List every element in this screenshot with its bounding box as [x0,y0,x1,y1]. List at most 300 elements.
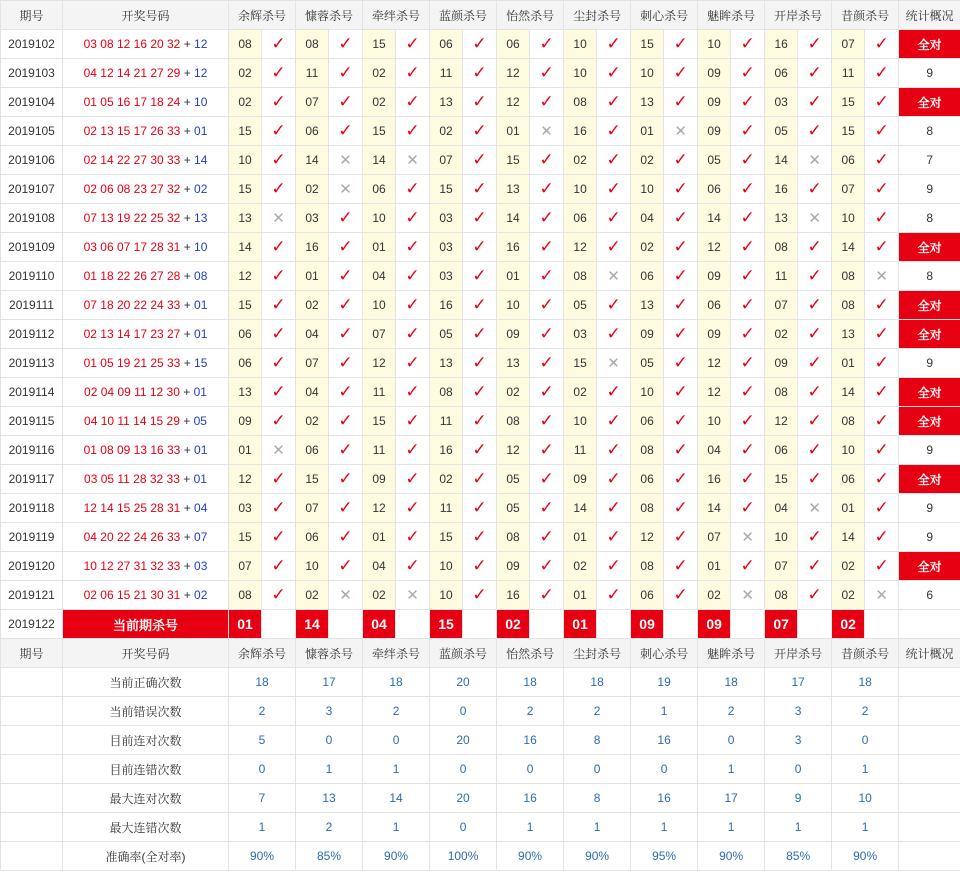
correct-count: 8 [899,262,960,291]
table-row [1,175,960,204]
header-cell: 开岸杀号 [765,639,832,668]
check-icon: ✓ [606,121,621,140]
kill-number: 03 [229,494,262,523]
check-icon: ✓ [807,237,822,256]
period-cell: 2019122 [1,610,63,639]
blue-ball: 03 [194,559,208,573]
kill-number: 14 [363,146,396,175]
kill-number: 10 [497,291,530,320]
red-balls: 02 06 15 21 30 31 [83,588,181,602]
all-correct-badge: 全对 [899,378,960,407]
stat-value: 20 [430,726,497,755]
result-mark-cell [329,88,363,117]
result-mark-cell [530,88,564,117]
kill-number: 15 [832,117,865,146]
check-icon: ✓ [807,411,822,430]
result-mark-cell [664,146,698,175]
kill-number: 15 [363,407,396,436]
kill-number: 09 [698,88,731,117]
table-row [1,146,960,175]
plus-sign: + [180,182,195,196]
kill-number: 10 [430,552,463,581]
result-mark-cell [865,378,899,407]
kill-number: 12 [631,523,664,552]
kill-number: 12 [765,407,798,436]
empty-cell [262,610,296,639]
kill-number: 07 [765,291,798,320]
result-mark-cell [731,523,765,552]
check-icon: ✓ [338,411,353,430]
kill-number: 11 [564,436,597,465]
kill-number: 10 [363,291,396,320]
result-mark-cell [463,523,497,552]
check-icon: ✓ [740,324,755,343]
kill-number: 05 [564,291,597,320]
stat-value: 18 [698,668,765,697]
check-icon: ✓ [740,150,755,169]
result-mark-cell [396,204,430,233]
blue-ball: 15 [194,356,208,370]
check-icon: ✓ [606,208,621,227]
kill-number: 16 [698,465,731,494]
check-icon: ✓ [539,92,554,111]
stat-value: 0 [363,726,430,755]
result-mark-cell [597,494,631,523]
check-icon: ✓ [606,498,621,517]
check-icon: ✓ [606,585,621,604]
result-mark-cell [597,349,631,378]
blue-ball: 10 [194,95,208,109]
stat-value: 95% [631,842,698,871]
result-mark-cell [865,233,899,262]
check-icon: ✓ [606,150,621,169]
stats-header-row [1,639,960,668]
header-cell: 魅眸杀号 [698,1,765,30]
kill-number: 10 [832,204,865,233]
kill-number: 16 [430,436,463,465]
kill-number: 10 [564,175,597,204]
result-mark-cell [530,465,564,494]
stat-value: 0 [430,813,497,842]
kill-number: 06 [698,291,731,320]
blue-ball: 12 [194,37,208,51]
blue-ball: 13 [194,211,208,225]
result-mark-cell [865,59,899,88]
result-mark-cell [798,204,832,233]
kill-number: 13 [631,88,664,117]
stat-value: 0 [296,726,363,755]
stat-value: 90% [698,842,765,871]
result-mark-cell [597,175,631,204]
result-mark-cell [664,552,698,581]
kill-number: 15 [296,465,329,494]
stat-value: 2 [497,697,564,726]
check-icon: ✓ [271,411,286,430]
result-mark-cell [664,581,698,610]
result-mark-cell [597,552,631,581]
red-balls: 04 10 11 14 15 29 [84,414,180,428]
cross-icon: ✕ [540,123,553,140]
result-mark-cell [530,581,564,610]
kill-number: 12 [698,378,731,407]
check-icon: ✓ [338,295,353,314]
result-mark-cell [262,291,296,320]
kill-number: 09 [564,465,597,494]
plus-sign: + [180,95,195,109]
kill-number: 06 [296,117,329,146]
current-kill-number: 15 [430,610,463,639]
kill-number: 07 [296,494,329,523]
kill-number: 02 [430,117,463,146]
check-icon: ✓ [807,266,822,285]
kill-number: 01 [832,349,865,378]
result-mark-cell [262,59,296,88]
kill-number: 08 [564,262,597,291]
empty-cell [1,697,63,726]
check-icon: ✓ [271,121,286,140]
stat-label: 准确率(全对率) [63,842,229,871]
kill-number: 08 [497,407,530,436]
check-icon: ✓ [673,498,688,517]
kill-number: 04 [363,262,396,291]
kill-number: 06 [564,204,597,233]
kill-number: 08 [229,581,262,610]
kill-number: 01 [296,262,329,291]
empty-cell [899,668,960,697]
table-row [1,291,960,320]
kill-number: 08 [296,30,329,59]
red-balls: 03 08 12 16 20 32 [83,37,181,51]
result-mark-cell [865,494,899,523]
kill-number: 11 [765,262,798,291]
result-mark-cell [731,465,765,494]
result-mark-cell [664,407,698,436]
kill-number: 16 [296,233,329,262]
header-cell: 慷蓉杀号 [296,1,363,30]
kill-number: 10 [765,523,798,552]
result-mark-cell [798,378,832,407]
check-icon: ✓ [338,34,353,53]
red-balls: 01 08 09 13 16 33 [83,443,181,457]
period-cell: 2019111 [1,291,63,320]
result-mark-cell [262,436,296,465]
check-icon: ✓ [338,498,353,517]
kill-number: 03 [430,233,463,262]
header-cell: 期号 [1,639,63,668]
plus-sign: + [180,298,195,312]
result-mark-cell [798,88,832,117]
table-row [1,88,960,117]
result-mark-cell [731,30,765,59]
current-kill-number: 01 [564,610,597,639]
kill-number: 11 [832,59,865,88]
stat-value: 0 [765,755,832,784]
result-mark-cell [530,494,564,523]
blue-ball: 01 [193,385,207,399]
result-mark-cell [329,30,363,59]
current-kill-label: 当前期杀号 [63,610,229,639]
kill-number: 16 [497,233,530,262]
result-mark-cell [329,146,363,175]
kill-number: 07 [296,88,329,117]
check-icon: ✓ [472,382,487,401]
result-mark-cell [329,523,363,552]
check-icon: ✓ [740,440,755,459]
empty-cell [899,726,960,755]
kill-number: 14 [698,494,731,523]
empty-cell [463,610,497,639]
check-icon: ✓ [539,266,554,285]
result-mark-cell [597,581,631,610]
result-mark-cell [463,59,497,88]
stat-value: 3 [765,726,832,755]
stat-value: 14 [363,784,430,813]
plus-sign: + [180,356,195,370]
result-mark-cell [530,349,564,378]
result-mark-cell [463,407,497,436]
plus-sign: + [180,66,195,80]
check-icon: ✓ [539,411,554,430]
stat-value: 17 [296,668,363,697]
current-kill-number: 02 [497,610,530,639]
check-icon: ✓ [874,440,889,459]
header-cell: 统计概况 [899,1,960,30]
kill-number: 12 [229,262,262,291]
period-cell: 2019114 [1,378,63,407]
result-mark-cell [664,291,698,320]
kill-number: 06 [765,59,798,88]
stat-value: 1 [832,755,899,784]
result-mark-cell [798,494,832,523]
result-mark-cell [530,436,564,465]
stat-label: 目前连对次数 [63,726,229,755]
result-mark-cell [396,349,430,378]
kill-number: 09 [363,465,396,494]
stat-value: 85% [296,842,363,871]
all-correct-badge: 全对 [899,233,960,262]
table-row [1,436,960,465]
result-mark-cell [798,146,832,175]
kill-number: 12 [497,88,530,117]
result-mark-cell [664,88,698,117]
result-mark-cell [463,30,497,59]
check-icon: ✓ [271,382,286,401]
correct-count: 7 [899,146,960,175]
kill-number: 01 [363,523,396,552]
kill-number: 12 [497,436,530,465]
stat-value: 9 [765,784,832,813]
result-mark-cell [597,436,631,465]
result-mark-cell [262,117,296,146]
result-mark-cell [396,59,430,88]
cross-icon: ✕ [607,268,620,285]
period-cell: 2019117 [1,465,63,494]
blue-ball: 04 [194,501,208,515]
result-mark-cell [530,291,564,320]
result-mark-cell [597,523,631,552]
red-balls: 03 06 07 17 28 31 [83,240,181,254]
draw-numbers-cell [63,581,229,610]
kill-number: 08 [765,581,798,610]
empty-cell [1,755,63,784]
period-cell: 2019102 [1,30,63,59]
result-mark-cell [396,378,430,407]
kill-number: 14 [832,523,865,552]
result-mark-cell [262,581,296,610]
header-cell: 刺心杀号 [631,639,698,668]
check-icon: ✓ [472,92,487,111]
result-mark-cell [530,233,564,262]
draw-numbers-cell [63,523,229,552]
stat-value: 1 [698,755,765,784]
result-mark-cell [865,552,899,581]
result-mark-cell [530,59,564,88]
check-icon: ✓ [807,34,822,53]
result-mark-cell [798,175,832,204]
result-mark-cell [597,117,631,146]
kill-number: 02 [363,581,396,610]
header-cell: 牵绊杀号 [363,639,430,668]
check-icon: ✓ [673,382,688,401]
correct-count: 8 [899,117,960,146]
table-row [1,494,960,523]
kill-number: 10 [631,378,664,407]
check-icon: ✓ [338,527,353,546]
check-icon: ✓ [405,208,420,227]
table-row [1,378,960,407]
stat-value: 2 [832,697,899,726]
check-icon: ✓ [539,34,554,53]
draw-numbers-cell [63,262,229,291]
draw-numbers-cell [63,465,229,494]
kill-number: 11 [430,59,463,88]
table-row [1,349,960,378]
result-mark-cell [865,146,899,175]
check-icon: ✓ [405,63,420,82]
all-correct-badge: 全对 [899,465,960,494]
result-mark-cell [396,146,430,175]
plus-sign: + [180,530,195,544]
result-mark-cell [329,320,363,349]
plus-sign: + [179,385,194,399]
check-icon: ✓ [539,179,554,198]
draw-numbers-cell [63,117,229,146]
check-icon: ✓ [807,527,822,546]
kill-number: 10 [698,407,731,436]
header-cell: 牵绊杀号 [363,1,430,30]
stat-value: 90% [564,842,631,871]
header-cell: 昔颜杀号 [832,639,899,668]
result-mark-cell [262,262,296,291]
kill-number: 06 [229,320,262,349]
check-icon: ✓ [740,179,755,198]
check-icon: ✓ [539,469,554,488]
kill-number: 11 [430,494,463,523]
check-icon: ✓ [673,469,688,488]
result-mark-cell [664,175,698,204]
check-icon: ✓ [405,498,420,517]
result-mark-cell [329,233,363,262]
stats-row [1,842,960,871]
header-cell: 魅眸杀号 [698,639,765,668]
kill-number: 08 [765,233,798,262]
result-mark-cell [396,581,430,610]
result-mark-cell [865,465,899,494]
current-kill-number: 01 [229,610,262,639]
kill-number: 13 [430,349,463,378]
result-mark-cell [530,320,564,349]
red-balls: 01 05 16 17 18 24 [83,95,181,109]
kill-number: 01 [832,494,865,523]
check-icon: ✓ [539,382,554,401]
stat-value: 1 [229,813,296,842]
table-body [1,1,960,871]
blue-ball: 01 [194,124,208,138]
plus-sign: + [179,472,194,486]
check-icon: ✓ [539,585,554,604]
check-icon: ✓ [338,324,353,343]
result-mark-cell [664,378,698,407]
result-mark-cell [463,581,497,610]
result-mark-cell [865,291,899,320]
red-balls: 04 12 14 21 27 29 [83,66,181,80]
check-icon: ✓ [673,266,688,285]
check-icon: ✓ [606,556,621,575]
draw-numbers-cell [63,407,229,436]
stat-value: 85% [765,842,832,871]
kill-number: 13 [631,291,664,320]
empty-cell [664,610,698,639]
kill-number: 15 [631,30,664,59]
result-mark-cell [731,117,765,146]
check-icon: ✓ [740,556,755,575]
stat-value: 2 [564,697,631,726]
stat-value: 18 [497,668,564,697]
result-mark-cell [731,146,765,175]
cross-icon: ✕ [272,442,285,459]
kill-number: 07 [698,523,731,552]
kill-number: 10 [296,552,329,581]
check-icon: ✓ [472,498,487,517]
check-icon: ✓ [807,353,822,372]
kill-number: 07 [430,146,463,175]
check-icon: ✓ [740,208,755,227]
check-icon: ✓ [807,440,822,459]
result-mark-cell [865,117,899,146]
red-balls: 02 13 15 17 26 33 [83,124,181,138]
cross-icon: ✕ [808,500,821,517]
kill-number: 10 [564,407,597,436]
kill-number: 09 [698,320,731,349]
cross-icon: ✕ [875,587,888,604]
red-balls: 03 05 11 28 32 33 [84,472,180,486]
check-icon: ✓ [338,469,353,488]
kill-number: 14 [832,378,865,407]
result-mark-cell [262,320,296,349]
kill-number: 02 [832,552,865,581]
result-mark-cell [530,262,564,291]
draw-numbers-cell [63,59,229,88]
kill-number: 14 [698,204,731,233]
kill-number: 09 [765,349,798,378]
period-cell: 2019113 [1,349,63,378]
header-cell: 慷蓉杀号 [296,639,363,668]
result-mark-cell [463,175,497,204]
kill-number: 15 [832,88,865,117]
check-icon: ✓ [673,411,688,430]
check-icon: ✓ [338,121,353,140]
stat-value: 1 [832,813,899,842]
